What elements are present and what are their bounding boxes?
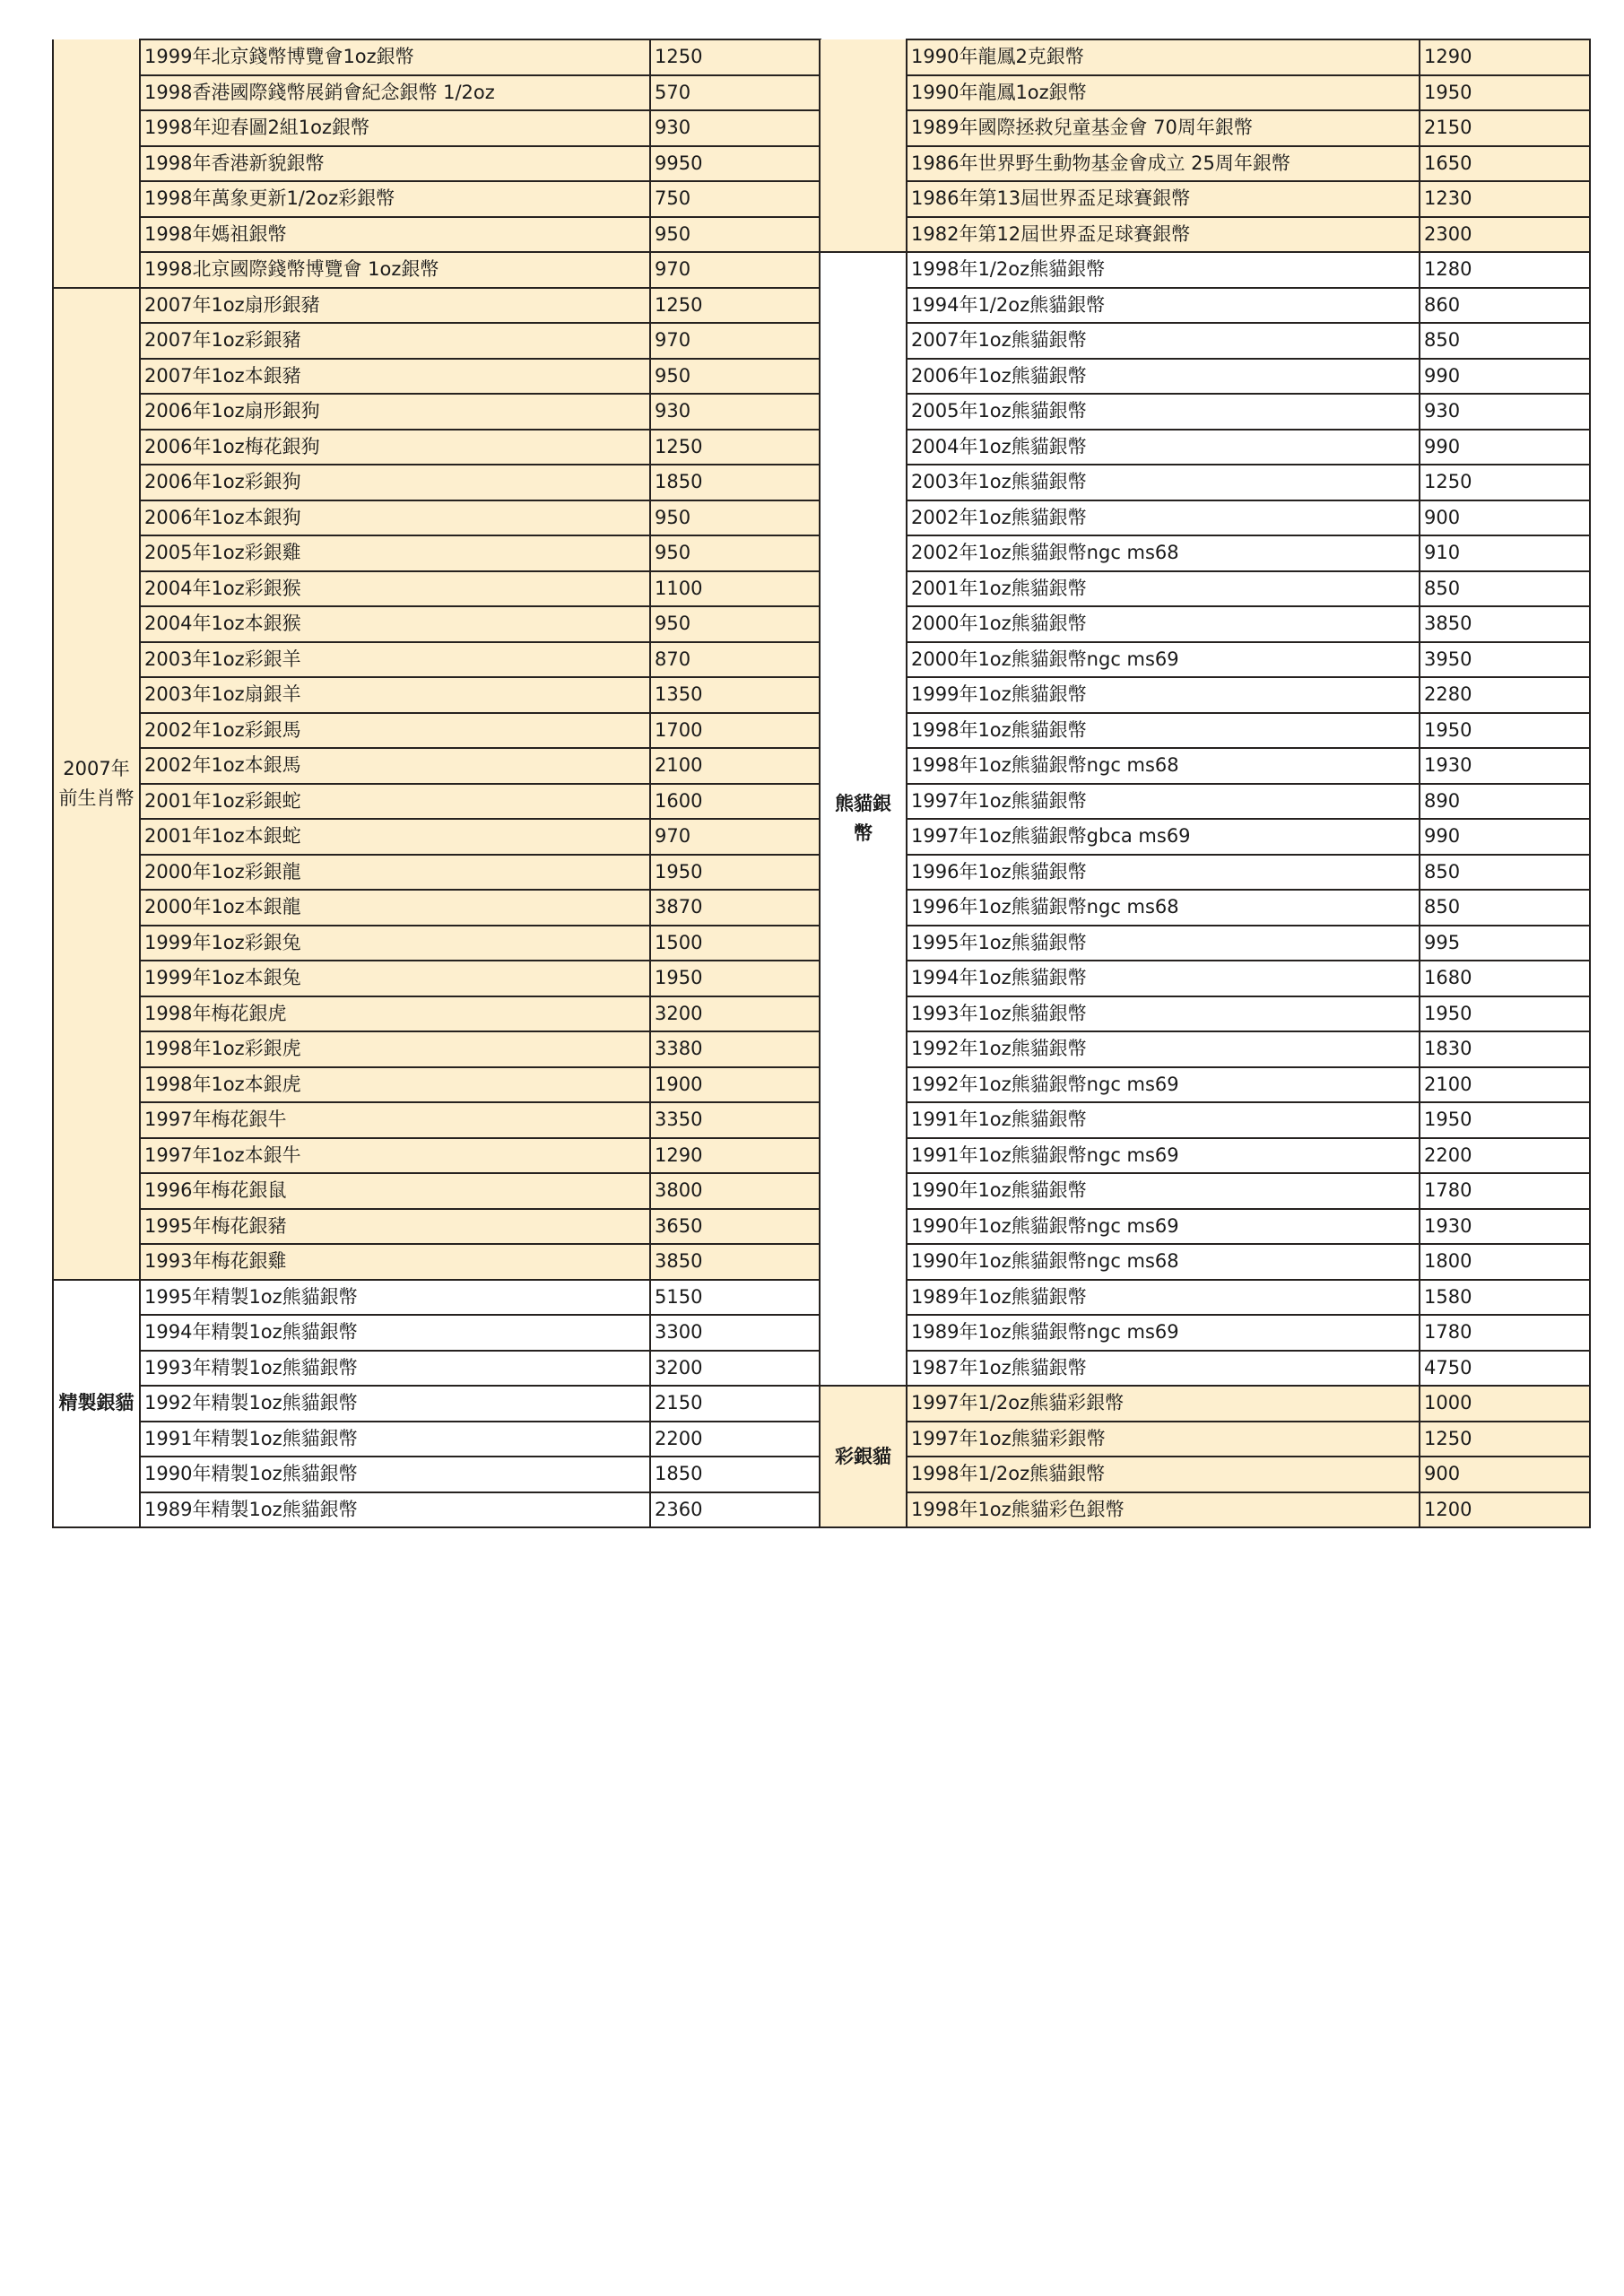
- table-row: [53, 430, 821, 465]
- coin-name-cell: 1992年1oz熊貓銀幣ngc ms69: [907, 1067, 1420, 1103]
- coin-name-cell: 2007年1oz熊貓銀幣: [907, 323, 1420, 359]
- price-cell: 3350: [650, 1102, 821, 1138]
- table-row: [53, 996, 821, 1032]
- price-cell: 1680: [1420, 961, 1590, 996]
- coin-name-cell: 1991年1oz熊貓銀幣ngc ms69: [907, 1138, 1420, 1174]
- table-row: [53, 1351, 821, 1387]
- coin-name-cell: 2007年1oz本銀豬: [140, 359, 650, 395]
- price-cell: 930: [650, 110, 821, 146]
- coin-name-cell: 2000年1oz熊貓銀幣ngc ms69: [907, 642, 1420, 678]
- table-row: [820, 430, 1590, 465]
- left-price-table: [52, 39, 820, 1528]
- table-row: [820, 713, 1590, 749]
- table-row: [53, 535, 821, 571]
- table-row: [820, 394, 1590, 430]
- price-cell: 950: [650, 535, 821, 571]
- price-cell: 1850: [650, 1457, 821, 1492]
- table-row: [820, 748, 1590, 784]
- coin-name-cell: 1989年精製1oz熊貓銀幣: [140, 1492, 650, 1528]
- coin-name-cell: 2006年1oz本銀狗: [140, 500, 650, 536]
- price-cell: 890: [1420, 784, 1590, 820]
- table-row: [53, 1244, 821, 1280]
- table-row: [820, 1244, 1590, 1280]
- coin-name-cell: 2004年1oz本銀猴: [140, 606, 650, 642]
- coin-name-cell: 1990年1oz熊貓銀幣ngc ms68: [907, 1244, 1420, 1280]
- price-cell: 990: [1420, 430, 1590, 465]
- coin-name-cell: 2001年1oz彩銀蛇: [140, 784, 650, 820]
- table-row: [53, 146, 821, 182]
- coin-name-cell: 1986年世界野生動物基金會成立 25周年銀幣: [907, 146, 1420, 182]
- table-row: [820, 288, 1590, 324]
- price-cell: 570: [650, 75, 821, 111]
- table-row: [820, 606, 1590, 642]
- table-row: [53, 500, 821, 536]
- price-cell: 3380: [650, 1031, 821, 1067]
- table-row: [53, 75, 821, 111]
- price-cell: 2100: [1420, 1067, 1590, 1103]
- coin-name-cell: 1997年梅花銀牛: [140, 1102, 650, 1138]
- table-row: [53, 359, 821, 395]
- coin-name-cell: 1990年龍鳳2克銀幣: [907, 39, 1420, 75]
- price-cell: 850: [1420, 855, 1590, 891]
- price-cell: 850: [1420, 890, 1590, 926]
- price-cell: 3800: [650, 1173, 821, 1209]
- coin-name-cell: 1992年精製1oz熊貓銀幣: [140, 1386, 650, 1422]
- table-row: [820, 39, 1590, 75]
- price-cell: 930: [1420, 394, 1590, 430]
- coin-name-cell: 1998香港國際錢幣展銷會紀念銀幣 1/2oz: [140, 75, 650, 111]
- coin-name-cell: 1995年1oz熊貓銀幣: [907, 926, 1420, 961]
- price-cell: 2200: [650, 1422, 821, 1457]
- table-row: [53, 713, 821, 749]
- table-row: [820, 855, 1590, 891]
- category-cell: 精製銀貓: [53, 1280, 140, 1528]
- table-row: [53, 465, 821, 500]
- category-cell: [53, 288, 140, 1280]
- table-row: [820, 1422, 1590, 1457]
- coin-name-cell: 2004年1oz熊貓銀幣: [907, 430, 1420, 465]
- coin-name-cell: 2001年1oz熊貓銀幣: [907, 571, 1420, 607]
- left-table: [52, 39, 821, 1528]
- price-cell: 3650: [650, 1209, 821, 1245]
- coin-name-cell: 1998年1oz彩銀虎: [140, 1031, 650, 1067]
- coin-name-cell: 2002年1oz熊貓銀幣ngc ms68: [907, 535, 1420, 571]
- coin-name-cell: 1993年梅花銀雞: [140, 1244, 650, 1280]
- price-cell: 1780: [1420, 1173, 1590, 1209]
- price-cell: 2150: [1420, 110, 1590, 146]
- table-row: [53, 1280, 821, 1316]
- table-row: [53, 606, 821, 642]
- table-row: [53, 1031, 821, 1067]
- table-row: [820, 961, 1590, 996]
- price-cell: 1950: [650, 855, 821, 891]
- price-cell: 900: [1420, 1457, 1590, 1492]
- price-cell: 1580: [1420, 1280, 1590, 1316]
- coin-name-cell: 1997年1oz本銀牛: [140, 1138, 650, 1174]
- right-price-table: [819, 39, 1589, 1528]
- table-row: [53, 890, 821, 926]
- table-row: [53, 1067, 821, 1103]
- price-cell: 995: [1420, 926, 1590, 961]
- coin-name-cell: 1995年梅花銀豬: [140, 1209, 650, 1245]
- coin-name-cell: 1996年1oz熊貓銀幣ngc ms68: [907, 890, 1420, 926]
- table-row: [820, 75, 1590, 111]
- table-row: [820, 1351, 1590, 1387]
- table-row: [53, 677, 821, 713]
- price-cell: 1500: [650, 926, 821, 961]
- coin-name-cell: 1998年1/2oz熊貓銀幣: [907, 252, 1420, 288]
- table-row: [820, 996, 1590, 1032]
- price-cell: 1930: [1420, 1209, 1590, 1245]
- price-cell: 2360: [650, 1492, 821, 1528]
- coin-name-cell: 1998年媽祖銀幣: [140, 217, 650, 253]
- price-cell: 990: [1420, 819, 1590, 855]
- table-row: [53, 1422, 821, 1457]
- coin-name-cell: 1989年國際拯救兒童基金會 70周年銀幣: [907, 110, 1420, 146]
- table-row: [53, 748, 821, 784]
- table-row: [820, 1173, 1590, 1209]
- price-cell: 1250: [1420, 465, 1590, 500]
- coin-name-cell: 2003年1oz熊貓銀幣: [907, 465, 1420, 500]
- price-cell: 3950: [1420, 642, 1590, 678]
- coin-name-cell: 1998年1oz熊貓彩色銀幣: [907, 1492, 1420, 1528]
- coin-name-cell: 1990年精製1oz熊貓銀幣: [140, 1457, 650, 1492]
- price-cell: 1230: [1420, 181, 1590, 217]
- table-row: [820, 571, 1590, 607]
- price-cell: 5150: [650, 1280, 821, 1316]
- price-cell: 930: [650, 394, 821, 430]
- coin-name-cell: 1994年1/2oz熊貓銀幣: [907, 288, 1420, 324]
- table-row: [820, 819, 1590, 855]
- table-row: [820, 465, 1590, 500]
- table-row: [820, 677, 1590, 713]
- table-row: [53, 217, 821, 253]
- coin-name-cell: 1989年1oz熊貓銀幣: [907, 1280, 1420, 1316]
- price-cell: 3200: [650, 1351, 821, 1387]
- price-cell: 2150: [650, 1386, 821, 1422]
- price-cell: 950: [650, 606, 821, 642]
- price-cell: 1930: [1420, 748, 1590, 784]
- coin-name-cell: 2007年1oz扇形銀豬: [140, 288, 650, 324]
- table-row: [820, 926, 1590, 961]
- coin-name-cell: 1999年1oz熊貓銀幣: [907, 677, 1420, 713]
- price-cell: 1200: [1420, 1492, 1590, 1528]
- table-row: [53, 926, 821, 961]
- table-row: [820, 1209, 1590, 1245]
- category-cell: 彩銀貓: [820, 1386, 907, 1527]
- coin-name-cell: 1996年1oz熊貓銀幣: [907, 855, 1420, 891]
- coin-name-cell: 1996年梅花銀鼠: [140, 1173, 650, 1209]
- price-cell: 910: [1420, 535, 1590, 571]
- table-row: [820, 323, 1590, 359]
- table-row: [53, 1492, 821, 1528]
- table-row: [53, 1173, 821, 1209]
- coin-name-cell: 1998年1oz熊貓銀幣ngc ms68: [907, 748, 1420, 784]
- price-cell: 1290: [650, 1138, 821, 1174]
- coin-name-cell: 2000年1oz熊貓銀幣: [907, 606, 1420, 642]
- table-row: [53, 110, 821, 146]
- table-row: [53, 252, 821, 288]
- coin-name-cell: 1999年北京錢幣博覽會1oz銀幣: [140, 39, 650, 75]
- category-label-line: 前生肖幣: [58, 787, 135, 809]
- coin-name-cell: 1989年1oz熊貓銀幣ngc ms69: [907, 1315, 1420, 1351]
- table-row: [53, 1138, 821, 1174]
- coin-name-cell: 1999年1oz彩銀兔: [140, 926, 650, 961]
- price-cell: 1350: [650, 677, 821, 713]
- coin-name-cell: 2002年1oz本銀馬: [140, 748, 650, 784]
- price-cell: 1850: [650, 465, 821, 500]
- coin-name-cell: 1998年梅花銀虎: [140, 996, 650, 1032]
- table-row: [53, 819, 821, 855]
- coin-name-cell: 2006年1oz扇形銀狗: [140, 394, 650, 430]
- price-cell: 1280: [1420, 252, 1590, 288]
- price-cell: 1000: [1420, 1386, 1590, 1422]
- table-row: [820, 1315, 1590, 1351]
- coin-name-cell: 2003年1oz扇銀羊: [140, 677, 650, 713]
- price-cell: 990: [1420, 359, 1590, 395]
- price-cell: 9950: [650, 146, 821, 182]
- coin-name-cell: 1998年1oz本銀虎: [140, 1067, 650, 1103]
- table-row: [820, 784, 1590, 820]
- table-row: [820, 890, 1590, 926]
- table-row: [820, 110, 1590, 146]
- coin-name-cell: 1993年1oz熊貓銀幣: [907, 996, 1420, 1032]
- coin-name-cell: 1997年1oz熊貓彩銀幣: [907, 1422, 1420, 1457]
- table-row: [53, 855, 821, 891]
- table-row: [820, 1457, 1590, 1492]
- price-cell: 870: [650, 642, 821, 678]
- coin-name-cell: 2000年1oz彩銀龍: [140, 855, 650, 891]
- price-cell: 900: [1420, 500, 1590, 536]
- price-cell: 1250: [1420, 1422, 1590, 1457]
- right-table-body: [820, 39, 1590, 1527]
- coin-name-cell: 1998年香港新貌銀幣: [140, 146, 650, 182]
- price-cell: 1900: [650, 1067, 821, 1103]
- price-cell: 3200: [650, 996, 821, 1032]
- price-cell: 3870: [650, 890, 821, 926]
- coin-name-cell: 1995年精製1oz熊貓銀幣: [140, 1280, 650, 1316]
- price-cell: 1700: [650, 713, 821, 749]
- price-cell: 970: [650, 252, 821, 288]
- price-cell: 1250: [650, 430, 821, 465]
- price-cell: 750: [650, 181, 821, 217]
- price-cell: 3850: [1420, 606, 1590, 642]
- right-table: [819, 39, 1591, 1528]
- price-cell: 2280: [1420, 677, 1590, 713]
- category-cell: 熊貓銀幣: [820, 252, 907, 1386]
- coin-name-cell: 2002年1oz彩銀馬: [140, 713, 650, 749]
- table-row: [53, 961, 821, 996]
- coin-name-cell: 2003年1oz彩銀羊: [140, 642, 650, 678]
- coin-name-cell: 2002年1oz熊貓銀幣: [907, 500, 1420, 536]
- price-cell: 1250: [650, 39, 821, 75]
- table-row: [820, 500, 1590, 536]
- table-row: [820, 535, 1590, 571]
- price-cell: 1650: [1420, 146, 1590, 182]
- price-cell: 850: [1420, 571, 1590, 607]
- price-cell: 3300: [650, 1315, 821, 1351]
- coin-name-cell: 1998年1/2oz熊貓銀幣: [907, 1457, 1420, 1492]
- coin-name-cell: 1998年迎春圖2組1oz銀幣: [140, 110, 650, 146]
- table-row: [53, 642, 821, 678]
- coin-name-cell: 2005年1oz彩銀雞: [140, 535, 650, 571]
- price-cell: 1100: [650, 571, 821, 607]
- coin-name-cell: 2004年1oz彩銀猴: [140, 571, 650, 607]
- price-cell: 1950: [1420, 1102, 1590, 1138]
- coin-name-cell: 2006年1oz梅花銀狗: [140, 430, 650, 465]
- price-cell: 970: [650, 323, 821, 359]
- coin-name-cell: 2001年1oz本銀蛇: [140, 819, 650, 855]
- table-row: [820, 642, 1590, 678]
- coin-name-cell: 1997年1oz熊貓銀幣gbca ms69: [907, 819, 1420, 855]
- coin-name-cell: 1986年第13屆世界盃足球賽銀幣: [907, 181, 1420, 217]
- price-cell: 1780: [1420, 1315, 1590, 1351]
- coin-name-cell: 1998年1oz熊貓銀幣: [907, 713, 1420, 749]
- table-row: [53, 39, 821, 75]
- price-cell: 850: [1420, 323, 1590, 359]
- table-row: [53, 571, 821, 607]
- coin-name-cell: 2007年1oz彩銀豬: [140, 323, 650, 359]
- price-cell: 2100: [650, 748, 821, 784]
- coin-name-cell: 2006年1oz熊貓銀幣: [907, 359, 1420, 395]
- price-cell: 950: [650, 217, 821, 253]
- table-row: [820, 1138, 1590, 1174]
- table-row: [820, 252, 1590, 288]
- table-row: [820, 359, 1590, 395]
- category-label-line: 2007年: [63, 757, 130, 779]
- price-cell: 970: [650, 819, 821, 855]
- price-cell: 1600: [650, 784, 821, 820]
- table-row: [53, 181, 821, 217]
- price-cell: 1830: [1420, 1031, 1590, 1067]
- price-cell: 950: [650, 500, 821, 536]
- table-row: [53, 288, 821, 324]
- coin-name-cell: 1990年龍鳳1oz銀幣: [907, 75, 1420, 111]
- table-row: [53, 1209, 821, 1245]
- coin-name-cell: 1999年1oz本銀兔: [140, 961, 650, 996]
- coin-name-cell: 1994年精製1oz熊貓銀幣: [140, 1315, 650, 1351]
- table-row: [53, 1457, 821, 1492]
- coin-name-cell: 1998年萬象更新1/2oz彩銀幣: [140, 181, 650, 217]
- coin-name-cell: 1991年精製1oz熊貓銀幣: [140, 1422, 650, 1457]
- price-cell: 1950: [1420, 713, 1590, 749]
- left-table-body: [53, 39, 821, 1527]
- coin-name-cell: 1990年1oz熊貓銀幣ngc ms69: [907, 1209, 1420, 1245]
- price-cell: 1250: [650, 288, 821, 324]
- table-row: [820, 217, 1590, 253]
- coin-name-cell: 1997年1/2oz熊貓彩銀幣: [907, 1386, 1420, 1422]
- table-row: [53, 323, 821, 359]
- price-cell: 2200: [1420, 1138, 1590, 1174]
- price-cell: 3850: [650, 1244, 821, 1280]
- coin-name-cell: 1982年第12屆世界盃足球賽銀幣: [907, 217, 1420, 253]
- table-row: [820, 1492, 1590, 1528]
- table-row: [820, 1031, 1590, 1067]
- category-cell: [820, 39, 907, 252]
- price-cell: 4750: [1420, 1351, 1590, 1387]
- table-row: [820, 1102, 1590, 1138]
- table-row: [820, 181, 1590, 217]
- coin-name-cell: 2000年1oz本銀龍: [140, 890, 650, 926]
- table-row: [53, 1386, 821, 1422]
- price-cell: 860: [1420, 288, 1590, 324]
- price-cell: 1950: [1420, 75, 1590, 111]
- coin-name-cell: 1993年精製1oz熊貓銀幣: [140, 1351, 650, 1387]
- coin-name-cell: 2005年1oz熊貓銀幣: [907, 394, 1420, 430]
- coin-name-cell: 1987年1oz熊貓銀幣: [907, 1351, 1420, 1387]
- table-row: [820, 146, 1590, 182]
- price-cell: 2300: [1420, 217, 1590, 253]
- table-row: [820, 1067, 1590, 1103]
- coin-name-cell: 1994年1oz熊貓銀幣: [907, 961, 1420, 996]
- table-row: [53, 1102, 821, 1138]
- coin-name-cell: 1991年1oz熊貓銀幣: [907, 1102, 1420, 1138]
- coin-name-cell: 2006年1oz彩銀狗: [140, 465, 650, 500]
- coin-name-cell: 1998北京國際錢幣博覽會 1oz銀幣: [140, 252, 650, 288]
- category-cell: [53, 39, 140, 288]
- price-cell: 950: [650, 359, 821, 395]
- price-cell: 1950: [650, 961, 821, 996]
- table-row: [53, 784, 821, 820]
- table-row: [53, 394, 821, 430]
- price-cell: 1800: [1420, 1244, 1590, 1280]
- price-cell: 1950: [1420, 996, 1590, 1032]
- table-row: [53, 1315, 821, 1351]
- price-cell: 1290: [1420, 39, 1590, 75]
- coin-name-cell: 1992年1oz熊貓銀幣: [907, 1031, 1420, 1067]
- coin-name-cell: 1997年1oz熊貓銀幣: [907, 784, 1420, 820]
- coin-name-cell: 1990年1oz熊貓銀幣: [907, 1173, 1420, 1209]
- table-row: [820, 1386, 1590, 1422]
- table-row: [820, 1280, 1590, 1316]
